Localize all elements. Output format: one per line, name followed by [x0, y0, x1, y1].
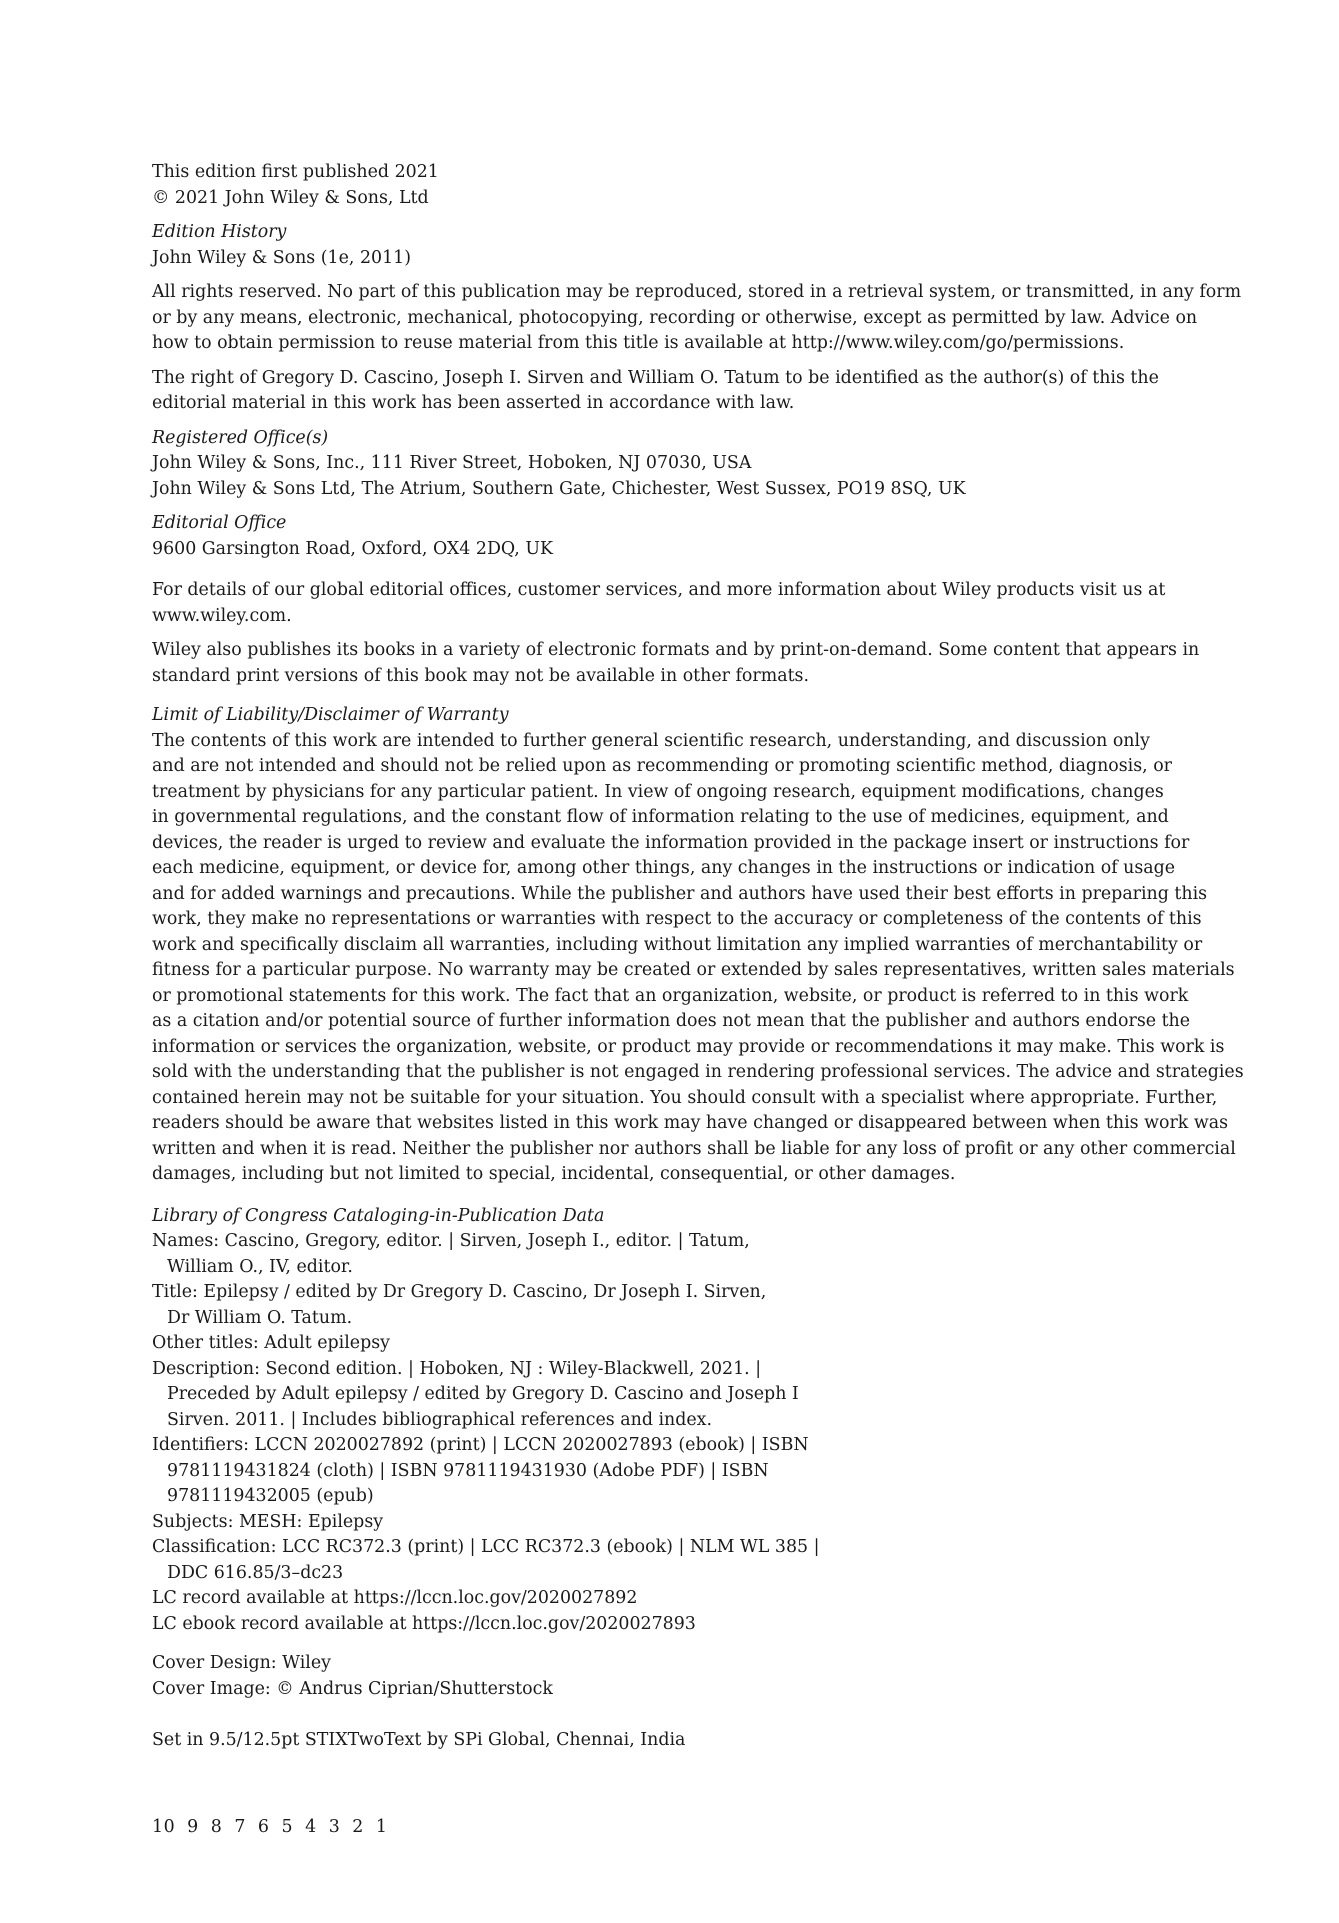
typesetting-block: [152, 1728, 1172, 1754]
cip-line: 9781119431824 (cloth) | ISBN 9781119431930 (Adobe PDF) | ISBN: [167, 1460, 769, 1481]
edition-history-block: [152, 220, 1172, 271]
cip-line: Sirven. 2011. | Includes bibliographical references and index.: [167, 1409, 713, 1430]
cip-line: William O., IV, editor.: [167, 1256, 353, 1277]
cip-block: [152, 1204, 1172, 1638]
first-published-line: This edition first published 2021: [152, 162, 439, 182]
cip-line: Dr William O. Tatum.: [167, 1307, 353, 1328]
cip-line: Names: Cascino, Gregory, editor. | Sirven, Joseph I., editor. | Tatum,: [152, 1231, 750, 1251]
text-line: written and when it is read. Neither the publisher nor authors shall be liable for any loss of profit or any other commercial: [152, 1138, 1236, 1159]
text-line: The contents of this work are intended to further general scientific research, understanding, and discussion only: [152, 730, 1150, 751]
text-line: how to obtain permission to reuse material from this title is available at http://www.wiley.com/go/permissions.: [152, 333, 1125, 353]
publication-block: [152, 160, 1172, 211]
cip-line: Classification: LCC RC372.3 (print) | LCC RC372.3 (ebook) | NLM WL 385 |: [152, 1537, 820, 1557]
details-block: [152, 578, 1172, 629]
cip-line: Title: Epilepsy / edited by Dr Gregory D. Cascino, Dr Joseph I. Sirven,: [152, 1282, 767, 1302]
text-line: information or services the organization, website, or product may provide or recommendations it may make. This work is: [152, 1036, 1225, 1057]
printing-line-block: [152, 1815, 1172, 1841]
cover-design-line: Cover Design: Wiley: [152, 1653, 331, 1673]
edition-history-heading: Edition History: [152, 222, 287, 242]
text-line: each medicine, equipment, or device for, among other things, any changes in the instructions or indication of usage: [152, 858, 1176, 878]
cip-line: Subjects: MESH: Epilepsy: [152, 1511, 384, 1532]
text-line: editorial material in this work has been asserted in accordance with law.: [152, 393, 795, 413]
text-line: or by any means, electronic, mechanical, photocopying, recording or otherwise, except as permitted by law. Advice on: [152, 307, 1198, 328]
text-line: treatment by physicians for any particular patient. In view of ongoing research, equipment modifications, changes: [152, 781, 1164, 802]
registered-office-block: [152, 426, 1172, 503]
text-line: and for added warnings and precautions. While the publisher and authors have used their best efforts in preparing this: [152, 883, 1208, 904]
text-line: fitness for a particular purpose. No warranty may be created or extended by sales representatives, written sales materials: [152, 960, 1235, 980]
cip-line: Preceded by Adult epilepsy / edited by Gregory D. Cascino and Joseph I: [167, 1384, 799, 1404]
editorial-office-block: [152, 511, 1172, 562]
text-line: or promotional statements for this work. The fact that an organization, website, or product is referred to in this work: [152, 985, 1189, 1006]
text-line: For details of our global editorial offices, customer services, and more information about Wiley products visit us at: [152, 580, 1166, 600]
text-line: as a citation and/or potential source of further information does not mean that the publisher and authors endorse the: [152, 1011, 1191, 1031]
cip-line: Description: Second edition. | Hoboken, NJ : Wiley-Blackwell, 2021. |: [152, 1358, 762, 1379]
editorial-office-address: 9600 Garsington Road, Oxford, OX4 2DQ, UK: [152, 538, 553, 559]
cip-lines: [152, 1229, 1172, 1637]
registered-office-lines: [152, 451, 1172, 502]
text-line: All rights reserved. No part of this publication may be reproduced, stored in a retrieval system, or transmitted, in any form: [152, 282, 1242, 302]
cip-line: Other titles: Adult epilepsy: [152, 1333, 390, 1353]
text-line: The right of Gregory D. Cascino, Joseph I. Sirven and William O. Tatum to be identified as the author(s) of this the: [152, 367, 1159, 388]
text-line: Wiley also publishes its books in a variety of electronic formats and by print-on-demand. Some content that appears in: [152, 640, 1200, 660]
typesetting-line: Set in 9.5/12.5pt STIXTwoText by SPi Global, Chennai, India: [152, 1730, 686, 1750]
cip-line: DDC 616.85/3–dc23: [167, 1562, 344, 1583]
cover-image-line: Cover Image: © Andrus Ciprian/Shutterstock: [152, 1678, 553, 1699]
text-line: sold with the understanding that the publisher is not engaged in rendering professional services. The advice and strategies: [152, 1062, 1244, 1082]
copyright-line: © 2021 John Wiley & Sons, Ltd: [152, 187, 429, 208]
text-line: standard print versions of this book may not be available in other formats.: [152, 665, 810, 686]
cip-line: LC record available at https://lccn.loc.gov/2020027892: [152, 1588, 638, 1608]
cip-line: LC ebook record available at https://lccn.loc.gov/2020027893: [152, 1613, 696, 1634]
text-line: www.wiley.com.: [152, 605, 292, 626]
editorial-office-heading: Editorial Office: [152, 513, 287, 533]
text-line: damages, including but not limited to special, incidental, consequential, or other damages.: [152, 1164, 956, 1184]
disclaimer-text: [152, 729, 1244, 1188]
text-line: work and specifically disclaim all warranties, including without limitation any implied warranties of merchantability or: [152, 934, 1203, 955]
text-line: John Wiley & Sons, Inc., 111 River Street, Hoboken, NJ 07030, USA: [152, 453, 752, 473]
copyright-page: [152, 160, 1244, 1849]
cip-heading: Library of Congress Cataloging-in-Publication Data: [152, 1205, 605, 1226]
text-line: contained herein may not be suitable for your situation. You should consult with a specialist where appropriate. Further,: [152, 1087, 1218, 1108]
text-line: readers should be aware that websites listed in this work may have changed or disappeared between when this work was: [152, 1113, 1229, 1133]
text-line: devices, the reader is urged to review and evaluate the information provided in the package insert or instructions for: [152, 832, 1190, 853]
text-line: and are not intended and should not be relied upon as recommending or promoting scientific method, diagnosis, or: [152, 756, 1172, 776]
rights-block: [152, 280, 1242, 357]
text-line: work, they make no representations or warranties with respect to the accuracy or completeness of the contents of this: [152, 909, 1202, 929]
authors-right-block: [152, 366, 1172, 417]
printing-number-line: 10 9 8 7 6 5 4 3 2 1: [152, 1816, 388, 1837]
registered-office-heading: Registered Office(s): [152, 427, 329, 448]
formats-block: [152, 638, 1200, 689]
cover-block: [152, 1651, 1172, 1702]
cip-line: Identifiers: LCCN 2020027892 (print) | LCCN 2020027893 (ebook) | ISBN: [152, 1435, 809, 1455]
disclaimer-block: [152, 703, 1244, 1188]
cip-line: 9781119432005 (epub): [167, 1486, 374, 1506]
text-line: John Wiley & Sons Ltd, The Atrium, Southern Gate, Chichester, West Sussex, PO19 8SQ, UK: [152, 478, 966, 499]
text-line: in governmental regulations, and the constant flow of information relating to the use of medicines, equipment, and: [152, 807, 1169, 827]
edition-history-text: John Wiley & Sons (1e, 2011): [152, 247, 411, 268]
disclaimer-heading: Limit of Liability/Disclaimer of Warranty: [152, 705, 509, 725]
